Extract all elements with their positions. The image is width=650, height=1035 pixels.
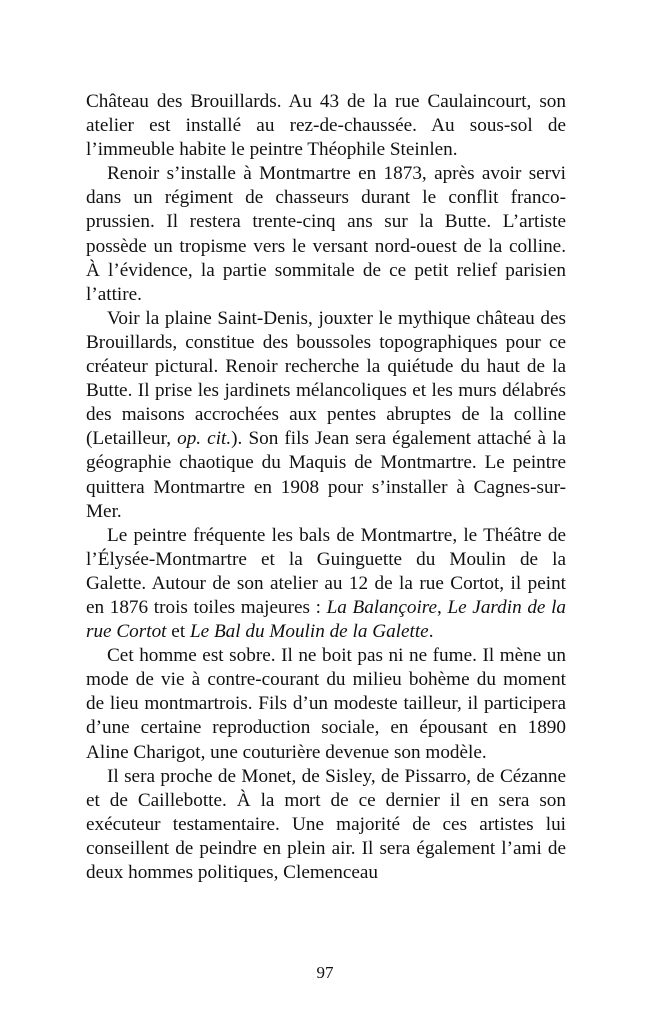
page-number: 97 [316, 963, 334, 982]
paragraph-text: Il sera proche de Monet, de Sisley, de Pissarro, de Cézanne et de Caillebotte. À la mort de ce dernier il en sera son exécuteur testamentaire. Une majorité de ces artistes lui conseillent de peindre en plein air. Il sera également l’ami de deux hommes politiques, Clemenceau [86, 765, 566, 883]
paragraph-text: ). Son fils Jean sera également attaché à la géographie chaotique du Maquis de Montmartre. Le peintre quittera Montmartre en 1908 pour s’installer à Cagnes-sur-Mer. [86, 428, 566, 522]
paragraph-text: Château des Brouillards. Au 43 de la rue Caulaincourt, son atelier est installé au rez-de-chaussée. Au sous-sol de l’immeuble habite le peintre Théophile Steinlen. [86, 91, 566, 161]
artwork-title-italic: La Balançoire [326, 596, 438, 618]
paragraph-5 [86, 644, 566, 764]
paragraph-3 [86, 307, 566, 524]
page-body [86, 90, 566, 885]
artwork-title-italic: Le Jardin de la rue Cortot [86, 596, 567, 643]
paragraph-text: , [437, 596, 448, 618]
paragraph-text: Renoir s’installe à Montmartre en 1873, après avoir servi dans un régiment de chasseurs durant le conflit franco-prussien. Il restera trente-cinq ans sur la Butte. L’artiste possède un tropisme vers le versant nord-ouest de la colline. À l’évidence, la partie sommitale de ce petit relief parisien l’attire. [86, 163, 566, 305]
paragraph-2 [86, 162, 566, 307]
paragraph-text: Le peintre fréquente les bals de Montmartre, le Théâtre de l’Élysée-Montmartre et la Guinguette du Moulin de la Galette. Autour de son atelier au 12 de la rue Cortot, il peint en 1876 trois toiles majeures : [86, 524, 566, 618]
artwork-title-italic: Le Bal du Moulin de la Galette [189, 621, 429, 643]
paragraph-text: Cet homme est sobre. Il ne boit pas ni ne fume. Il mène un mode de vie à contre-courant du milieu bohème du moment de lieu montmartrois. Fils d’un modeste tailleur, il participera d’une certaine reproduction sociale, en épousant en 1890 Aline Charigot, une couturière devenue son modèle. [86, 645, 566, 763]
paragraph-text: Voir la plaine Saint-Denis, jouxter le mythique château des Brouillards, constitue des boussoles topographiques pour ce créateur pictural. Renoir recherche la quiétude du haut de la Butte. Il prise les jardinets mélancoliques et les murs délabrés des maisons accrochées aux pentes abruptes de la colline (Letailleur, [86, 307, 566, 450]
paragraph-text: et [166, 621, 190, 643]
paragraph-text: . [428, 621, 434, 643]
citation-italic: op. cit. [177, 428, 232, 450]
paragraph-4 [86, 524, 566, 644]
paragraph-1 [86, 90, 566, 162]
paragraph-6 [86, 765, 566, 885]
